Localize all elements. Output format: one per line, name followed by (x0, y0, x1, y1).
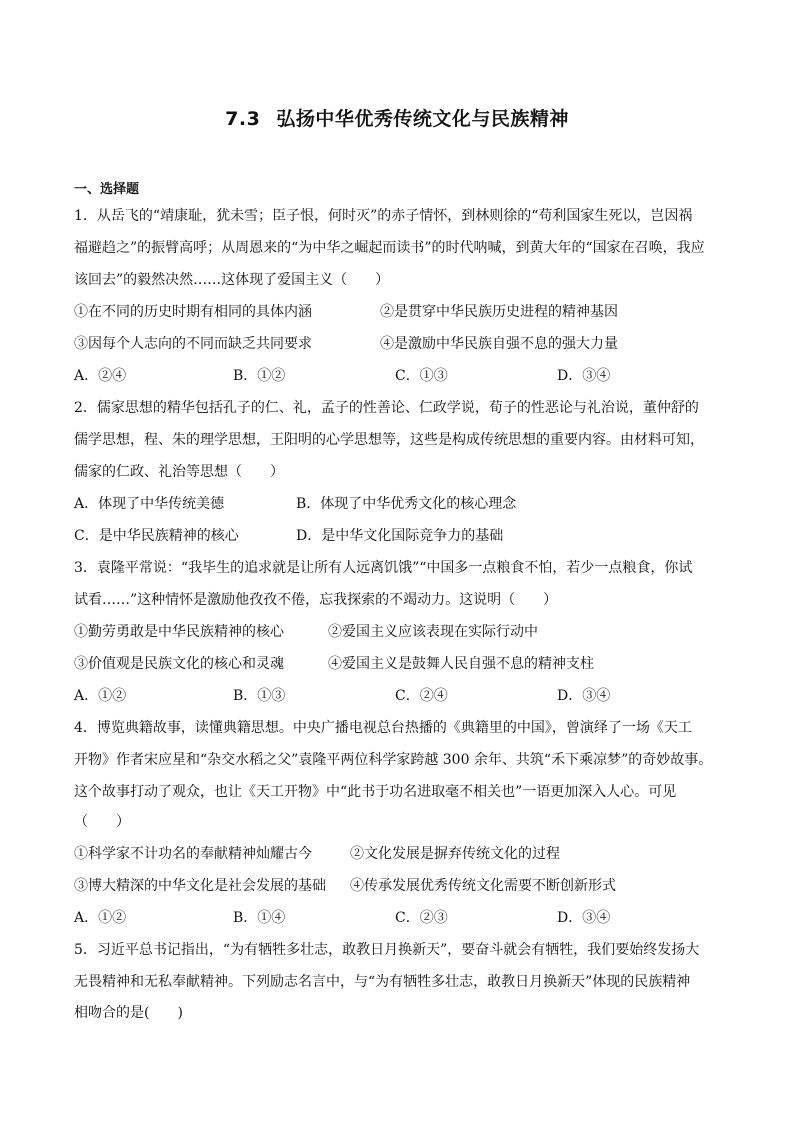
q4-choice-b[interactable]: B．①④ (233, 910, 286, 926)
q3-choice-a[interactable]: A．①② (74, 688, 127, 704)
q2-choice-c[interactable]: C．是中华民族精神的核心 (74, 528, 239, 544)
section-heading: 一、选择题 (74, 182, 140, 197)
q3-statement-1: ①勤劳勇敢是中华民族精神的核心 (74, 624, 284, 640)
q4-choice-c[interactable]: C．②③ (395, 910, 448, 926)
q1-statement-4: ④是激励中华民族自强不息的强大力量 (380, 336, 618, 352)
q3-stem-line-1: 3．袁隆平常说：“我毕生的追求就是让所有人远离饥饿”“中国多一点粮食不怕，若少一点粮食，你试 (74, 560, 693, 576)
q4-choice-d[interactable]: D．③④ (557, 910, 611, 926)
q3-statement-3: ③价值观是民族文化的核心和灵魂 (74, 656, 284, 672)
q2-choice-a[interactable]: A．体现了中华传统美德 (74, 496, 225, 512)
q1-choice-b[interactable]: B．①② (233, 368, 286, 384)
q5-stem-line-3: 相吻合的是( ) (74, 1005, 183, 1021)
q5-stem-line-2: 无畏精神和无私奉献精神。下列励志名言中，与“为有牺牲多壮志，敢教日月换新天”体现的民族精神 (74, 974, 691, 990)
q1-stem-line-3: 该回去”的毅然决然……这体现了爱国主义（ ） (74, 272, 390, 288)
q3-choice-c[interactable]: C．②④ (395, 688, 448, 704)
title-number: 7.3 (225, 108, 261, 130)
q2-choice-d[interactable]: D．是中华文化国际竞争力的基础 (296, 528, 504, 544)
q4-stem-line-2: 开物》作者宋应星和“杂交水稻之父”袁隆平两位科学家跨越 300 余年、共筑“禾下乘凉梦”的奇妙故事。 (74, 752, 713, 768)
q1-statement-2: ②是贯穿中华民族历史进程的精神基因 (380, 304, 618, 320)
q2-choice-b[interactable]: B．体现了中华优秀文化的核心理念 (296, 496, 517, 512)
q3-choice-b[interactable]: B．①③ (233, 688, 286, 704)
q3-statement-2: ②爱国主义应该表现在实际行动中 (328, 624, 538, 640)
q4-statement-3: ③博大精深的中华文化是社会发展的基础 (74, 878, 326, 894)
q3-statement-4: ④爱国主义是鼓舞人民自强不息的精神支柱 (328, 656, 594, 672)
q1-choice-d[interactable]: D．③④ (557, 368, 611, 384)
q3-stem-line-2: 试看……”这种情怀是激励他孜孜不倦，忘我探索的不竭动力。这说明（ ） (74, 592, 558, 608)
q3-choice-d[interactable]: D．③④ (557, 688, 611, 704)
q1-stem-line-2: 福避趋之”的振臂高呼；从周恩来的“为中华之崛起而读书”的时代呐喊，到黄大年的“国家在召唤，我应 (74, 240, 705, 256)
q4-stem-line-1: 4．博览典籍故事，读懂典籍思想。中央广播电视总台热播的《典籍里的中国》，曾演绎了一场《天工 (74, 720, 692, 736)
q4-stem-line-4: （ ） (74, 814, 130, 830)
q4-statement-4: ④传承发展优秀传统文化需要不断创新形式 (350, 878, 616, 894)
q4-statement-1: ①科学家不计功名的奉献精神灿耀古今 (74, 846, 312, 862)
q4-statement-2: ②文化发展是摒弃传统文化的过程 (350, 846, 560, 862)
q4-stem-line-3: 这个故事打动了观众，也让《天工开物》中“此书于功名进取毫不相关也”一语更加深入人心。可见 (74, 784, 677, 800)
q1-statement-1: ①在不同的历史时期有相同的具体内涵 (74, 304, 312, 320)
q1-stem-line-1: 1．从岳飞的“靖康耻，犹未雪；臣子恨，何时灭”的赤子情怀，到林则徐的“苟利国家生死以，岂因祸 (74, 208, 693, 224)
q1-statement-3: ③因每个人志向的不同而缺乏共同要求 (74, 336, 312, 352)
q5-stem-line-1: 5．习近平总书记指出，“为有牺牲多壮志，敢教日月换新天”，要奋斗就会有牺牲，我们要始终发扬大 (74, 942, 700, 958)
q4-choice-a[interactable]: A．①② (74, 910, 127, 926)
q2-stem-line-2: 儒学思想，程、朱的理学思想，王阳明的心学思想等，这些是构成传统思想的重要内容。由材料可知， (74, 432, 704, 448)
q2-stem-line-1: 2．儒家思想的精华包括孔子的仁、礼，孟子的性善论、仁政学说，荀子的性恶论与礼治说，董仲舒的 (74, 400, 699, 416)
q1-choice-c[interactable]: C．①③ (395, 368, 448, 384)
page-title (0, 104, 794, 131)
q1-choice-a[interactable]: A．②④ (74, 368, 127, 384)
title-text: 弘扬中华优秀传统文化与民族精神 (276, 108, 569, 130)
q2-stem-line-3: 儒家的仁政、礼治等思想（ ） (74, 464, 284, 480)
